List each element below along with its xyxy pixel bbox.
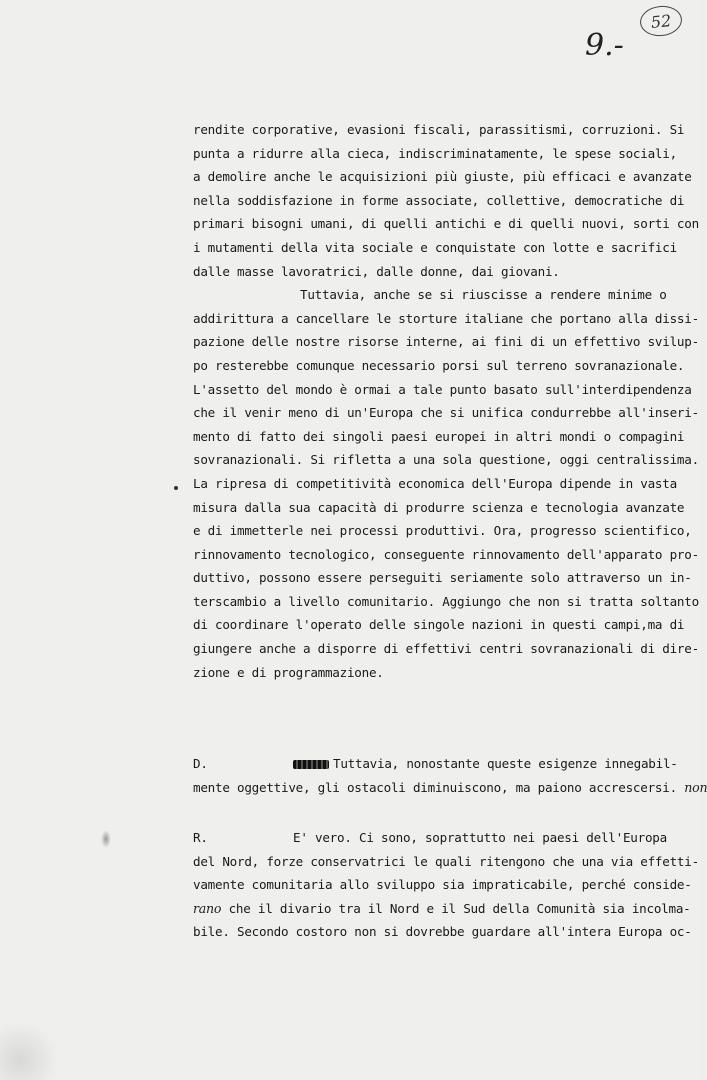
text-line: di coordinare l'operato delle singole nazioni in questi campi,ma di xyxy=(193,617,685,633)
text-line: pazione delle nostre risorse interne, ai fini di un effettivo svilup- xyxy=(193,334,699,350)
question-label: D. xyxy=(193,756,208,771)
text-line: del Nord, forze conservatrici le quali ritengono che una via effetti- xyxy=(193,853,699,869)
text-line: La ripresa di competitività economica dell'Europa dipende in vasta xyxy=(193,475,677,491)
text-line: nella soddisfazione in forme associate, collettive, democratiche di xyxy=(193,192,685,208)
answer-block xyxy=(193,826,699,944)
text-line: primari bisogni umani, di quelli antichi e di quelli nuovi, sorti con xyxy=(193,216,699,232)
text-line: i mutamenti della vita sociale e conquistate con lotte e sacrifici xyxy=(193,239,677,255)
struck-out-word xyxy=(293,760,329,769)
answer-line-1 xyxy=(193,826,683,850)
answer-line-4 xyxy=(193,897,691,921)
text-line: duttivo, possono essere perseguiti seriamente solo attraverso un in- xyxy=(193,570,692,586)
stamp-number: 52 xyxy=(649,10,673,32)
text-line: vamente comunitaria allo sviluppo sia impraticabile, perché conside- xyxy=(193,877,692,893)
text-line: terscambio a livello comunitario. Aggiungo che non si tratta soltanto xyxy=(193,593,699,609)
text-line: rinnovamento tecnologico, conseguente rinnovamento dell'apparato pro- xyxy=(193,546,699,562)
text-line: addirittura a cancellare le storture italiane che portano alla dissi- xyxy=(193,310,699,326)
text-line: punta a ridurre alla cieca, indiscriminatamente, le spese sociali, xyxy=(193,145,677,161)
text-line: sovranazionali. Si rifletta a una sola questione, oggi centralissima. xyxy=(193,452,699,468)
text-line: Tuttavia, anche se si riuscisse a rendere minime o xyxy=(300,287,667,303)
text-line: mento di fatto dei singoli paesi europei in altri mondi o compagini xyxy=(193,428,685,444)
text-line: che il venir meno di un'Europa che si unifica condurrebbe all'inseri- xyxy=(193,405,699,421)
text-line: giungere anche a disporre di effettivi centri sovranazionali di dire- xyxy=(193,641,699,657)
answer-label: R. xyxy=(193,830,208,845)
answer-text-1: E' vero. Ci sono, soprattutto nei paesi dell'Europa xyxy=(293,830,667,845)
text-line: dalle masse lavoratrici, dalle donne, dai giovani. xyxy=(193,263,560,279)
text-line: po resterebbe comunque necessario porsi sul terreno sovranazionale. xyxy=(193,357,685,373)
page-number: 9.- xyxy=(585,28,624,63)
handwritten-insert: non xyxy=(684,779,707,795)
margin-dot xyxy=(174,486,178,490)
text-line: e di immetterle nei processi produttivi. Ora, progresso scientifico, xyxy=(193,523,692,539)
margin-smudge xyxy=(101,830,111,848)
handwritten-insert: rano xyxy=(193,900,222,916)
question-line-2 xyxy=(193,776,707,800)
corner-watermark xyxy=(0,1010,60,1080)
question-line-1 xyxy=(193,752,683,776)
text-line: zione e di programmazione. xyxy=(193,664,384,680)
question-block xyxy=(193,752,707,799)
body-text xyxy=(193,118,699,684)
answer-text-4: che il divario tra il Nord e il Sud della Comunità sia incolma- xyxy=(228,900,691,916)
text-line: misura dalla sua capacità di produrre scienza e tecnologia avanzate xyxy=(193,499,685,515)
question-text-1: Tuttavia, nonostante queste esigenze innegabil- xyxy=(333,756,678,771)
text-line: rendite corporative, evasioni fiscali, parassitismi, corruzioni. Si xyxy=(193,122,685,137)
archive-stamp xyxy=(639,4,684,38)
question-text-2: mente oggettive, gli ostacoli diminuiscono, ma paiono accrescersi. xyxy=(193,779,677,795)
text-line: L'assetto del mondo è ormai a tale punto basato sull'interdipendenza xyxy=(193,381,692,397)
text-line: a demolire anche le acquisizioni più giuste, più efficaci e avanzate xyxy=(193,169,692,185)
text-line: bile. Secondo costoro non si dovrebbe guardare all'intera Europa oc- xyxy=(193,924,692,940)
